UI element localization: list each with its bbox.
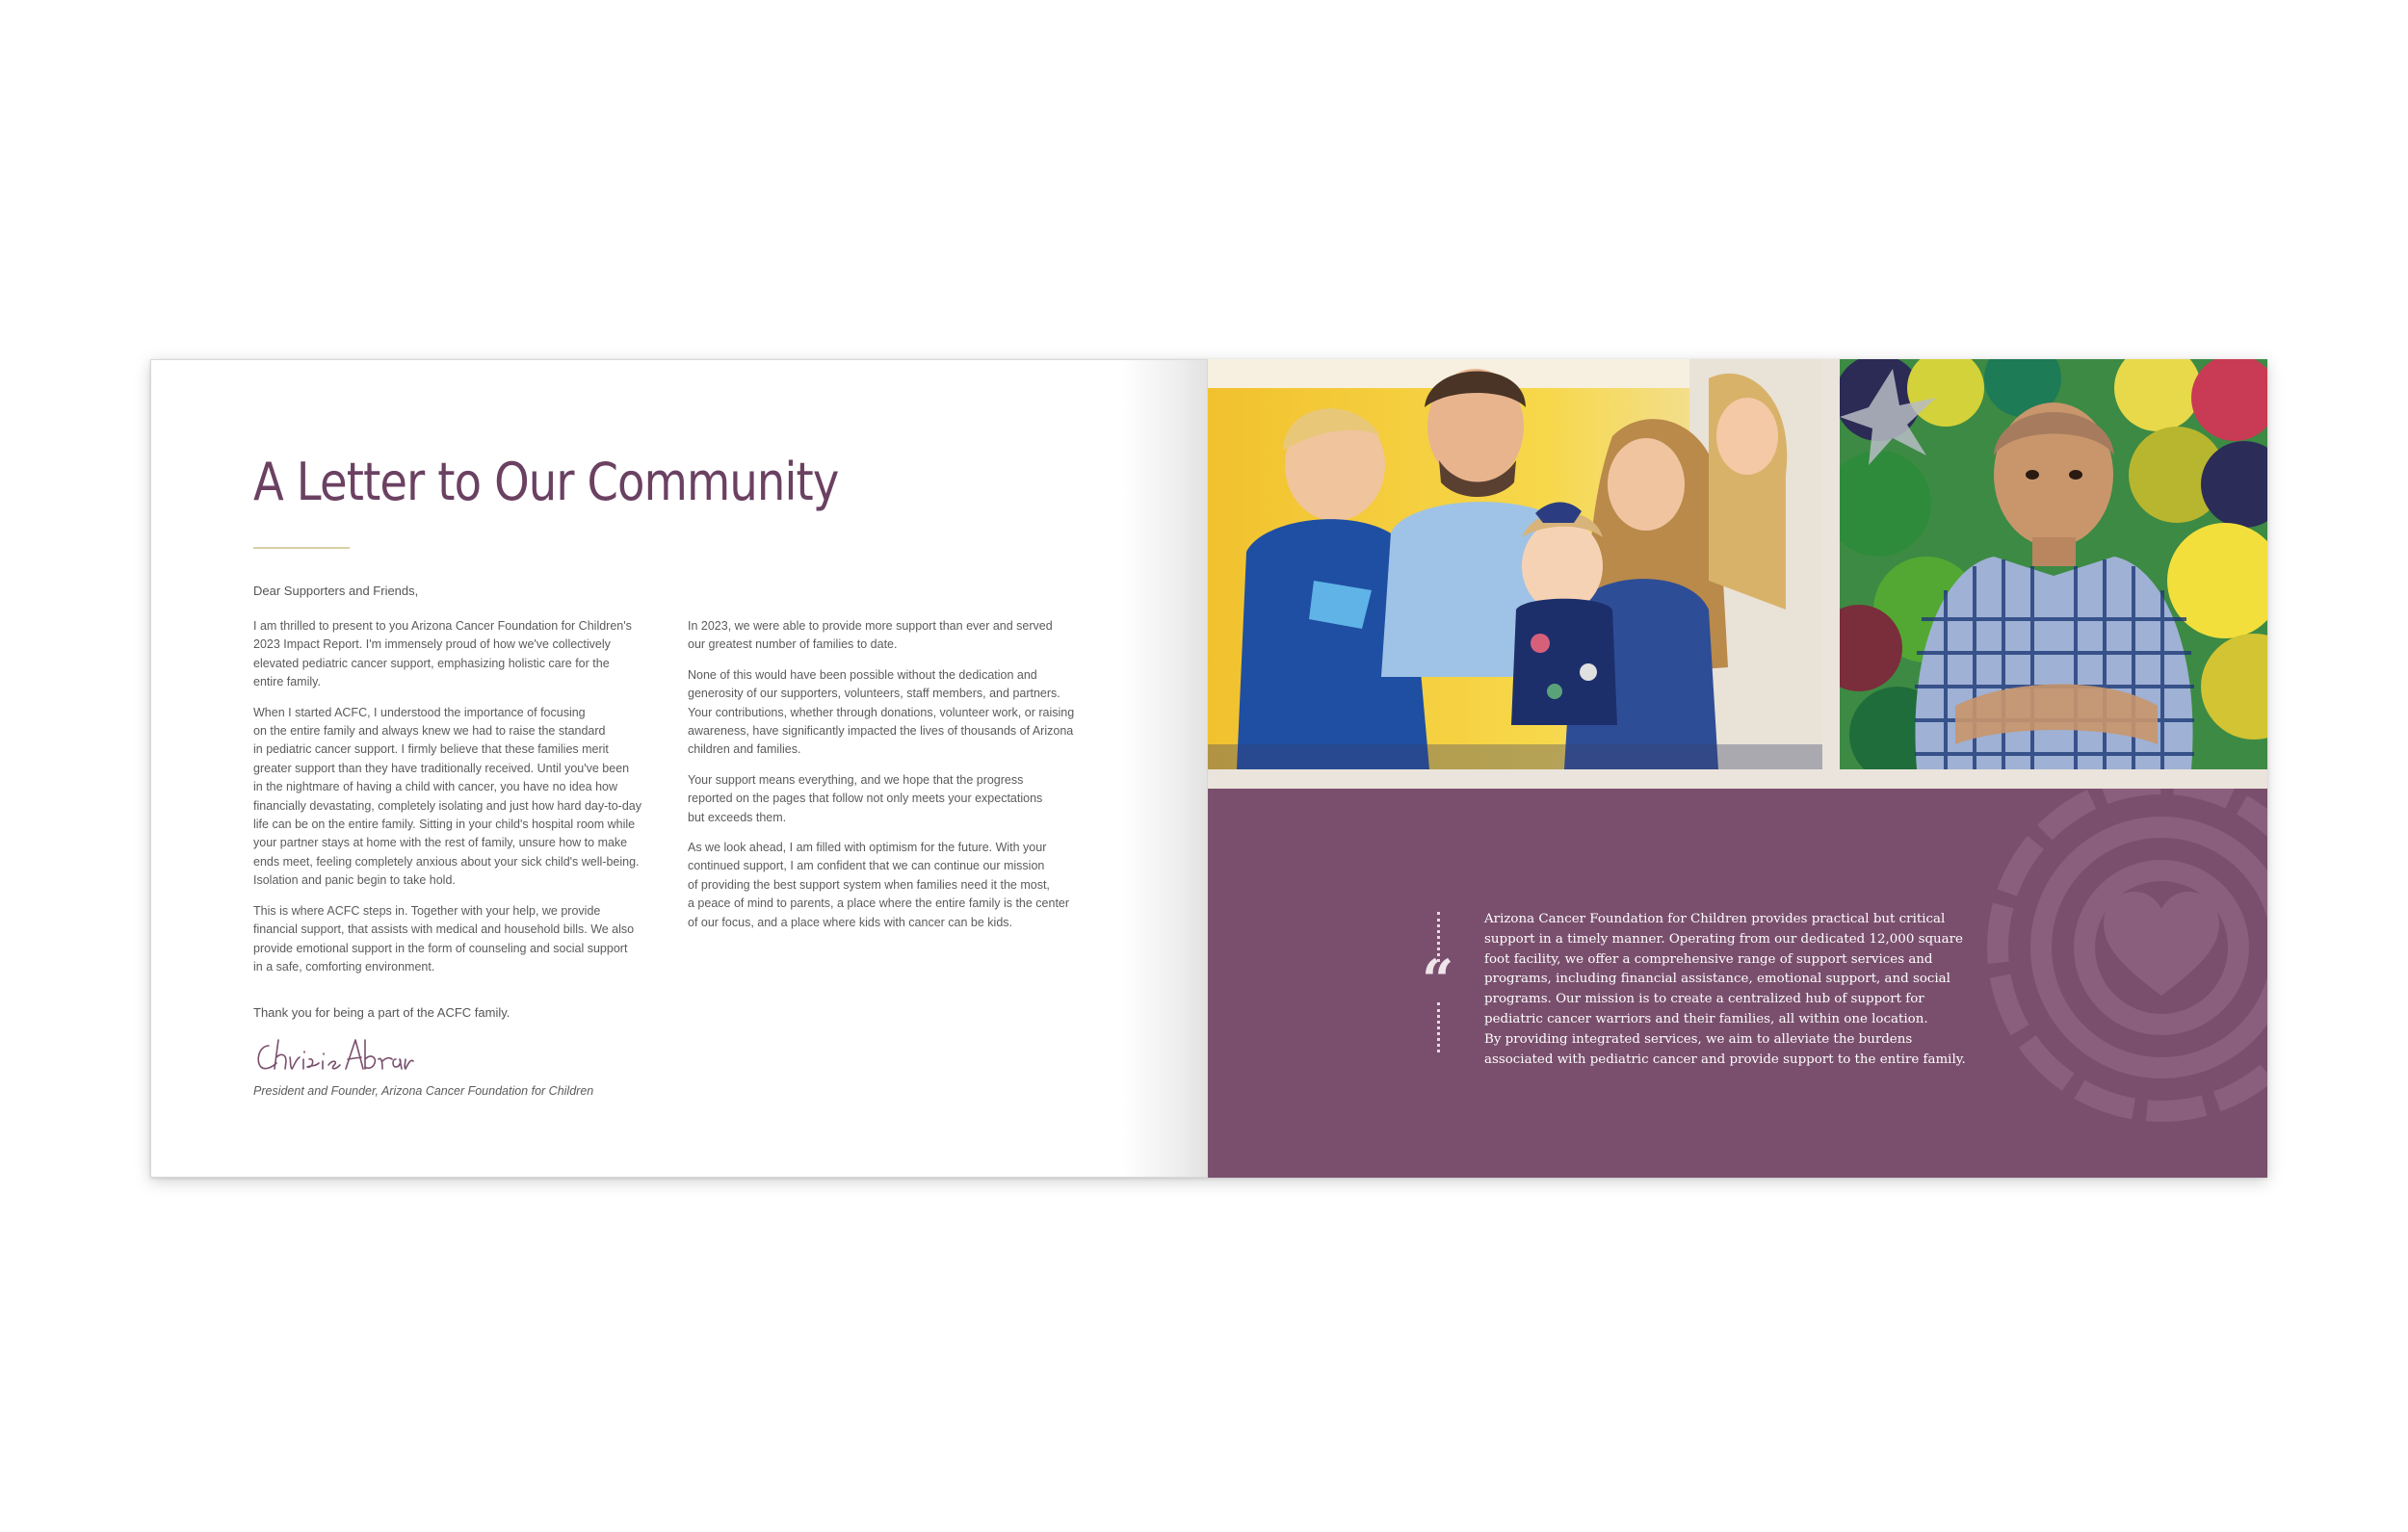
child-portrait-photo [1840, 359, 2267, 769]
paragraph: When I started ACFC, I understood the importance of focusing on the entire family and always knew we had to raise the standard in pediatric cancer support. I firmly believe that these families merit greater support than they have traditionally received. Until you've been in the nightmare of having a child with cancer, you have no idea how financially devastating, completely isolating and just how hard day-to-day life can be on the entire family. Sitting in your child's hospital room while your partner stays at home with the rest of family, unsure how to make ends meet, feeling completely anxious about your sick child's well-being. Isolation and panic begin to take hold. [253, 705, 642, 888]
page-title: A Letter to Our Community [253, 452, 839, 512]
paragraph: This is where ACFC steps in. Together with your help, we provide financial support, that assists with medical and household bills. We also provide emotional support in the form of counseling and social support in a safe, comforting environment. [253, 903, 635, 974]
paragraph: In 2023, we were able to provide more support than ever and served our greatest number of families to date. [688, 619, 1053, 652]
quote-divider-bottom [1437, 1002, 1440, 1052]
mission-quote-text: Arizona Cancer Foundation for Children provides practical but critical support in a timely manner. Operating from our dedicated 12,000 square foot facility, we offer a comprehensive range of support services and programs, including financial assistance, emotional support, and social programs. Our mission is to create a centralized hub of support for pediatric cancer warriors and their families, all within one location. By providing integrated services, we aim to alleviate the burdens associated with pediatric cancer and provide support to the entire family. [1484, 912, 1966, 1067]
letter-column-1 [253, 617, 677, 988]
salutation: Dear Supporters and Friends, [253, 584, 419, 598]
paragraph: Your support means everything, and we hope that the progress reported on the pages that follow not only meets your expectations but exceeds them. [688, 772, 1043, 824]
title-divider [253, 547, 350, 549]
paragraph: None of this would have been possible without the dedication and generosity of our supporters, volunteers, staff members, and partners. Your contributions, whether through donations, volunteer work, or raising awareness, have significantly impacted the lives of thousands of Arizona children and families. [688, 667, 1075, 757]
family-photo [1208, 359, 1822, 769]
signer-title: President and Founder, Arizona Cancer Foundation for Children [253, 1084, 594, 1098]
paragraph: I am thrilled to present to you Arizona Cancer Foundation for Children's 2023 Impact Report. I'm immensely proud of how we've collectively elevated pediatric cancer support, emphasizing holistic care for the entire family. [253, 619, 632, 689]
handwritten-signature [251, 1032, 415, 1078]
paragraph: As we look ahead, I am filled with optimism for the future. With your continued support, I am confident that we can continue our mission of providing the best support system when families need it the most, a peace of mind to parents, a place where the entire family is the center of our focus, and a place where kids with cancer can be kids. [688, 841, 1070, 929]
quote-mark-icon: “ [1422, 948, 1454, 1013]
left-page [150, 359, 1208, 1178]
closing-line: Thank you for being a part of the ACFC family. [253, 1005, 510, 1020]
right-page [1208, 359, 2267, 1178]
mission-quote-panel [1208, 789, 2267, 1178]
brochure-spread [150, 359, 2267, 1178]
letter-column-2 [688, 617, 1112, 944]
